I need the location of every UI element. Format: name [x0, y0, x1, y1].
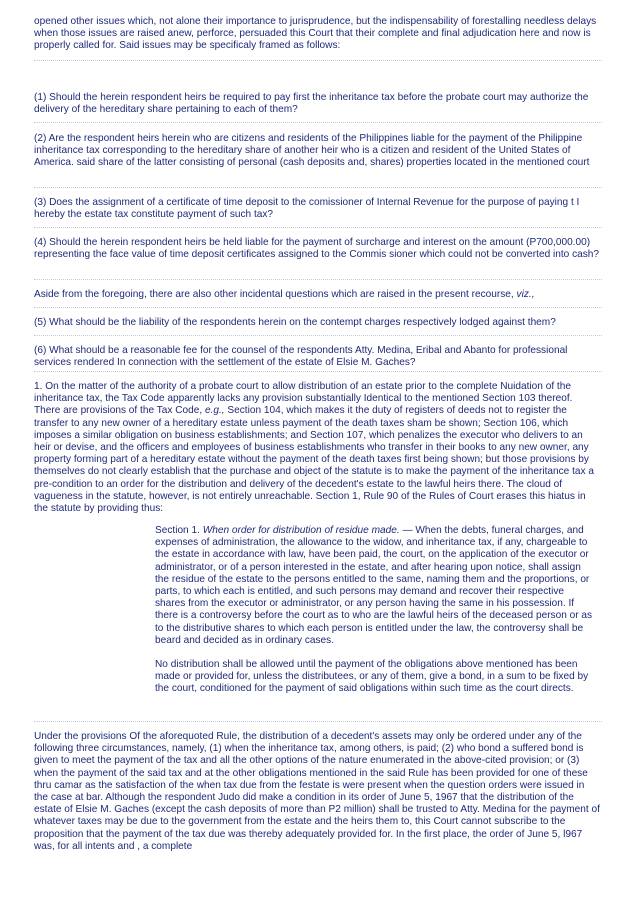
divider — [34, 721, 602, 722]
eg-italic: e.g., — [204, 405, 225, 417]
paragraph-question-4: (4) Should the herein respondent heirs be held liable for the payment of surcharge and interest on the amount (P700,000.00) representing the face value of time deposit certificates assigned to the Commis sioner which could not be converted into cash? — [34, 237, 599, 261]
divider — [34, 307, 602, 308]
quote-section-label: Section 1. — [155, 525, 200, 536]
discussion-1-lead: 1. On the matter of the authority of a probate court to allow distribution of an estate prior to the complete Nuidation of the inheritance tax, the Tax Code apparently lacks any provision substantially Identical to the mentioned Section 103 thereof. There are provisions of the Tax Code, — [34, 381, 573, 417]
paragraph-question-3: (3) Does the assignment of a certificate of time deposit to the comissioner of Internal Revenue for the purpose of paying t I hereby the estate tax constitute payment of such tax? — [34, 197, 580, 221]
discussion-1-rest: Section 104, which makes it the duty of registers of deeds not to register the transfer to any new owner of a hereditary estate unless payment of the death taxes sham be shown; Section 106, which imposes a similar obligation on business establishments; and Section 107, which penalizes the executor who delivers to an heir or devise, and the officers and employees of business establishments who transfer in their books to any new owner, any property forming part of a hereditary estate without the payment of the death taxes first being shown; but those provisions by themselves do not clearly establish that the purchase and object of the statute is to make the payment of the inheritance tax a pre-condition to an order for the distribution and delivery of the decedent's estate to the lawful heirs there. The cloud of vagueness in the statute, however, is not entirely unreachable. Section 1, Rule 90 of the Rules of Court erases this hiatus in the statute by providing thus: — [34, 405, 594, 515]
divider — [34, 279, 602, 280]
divider — [34, 335, 602, 336]
quoted-section-2: No distribution shall be allowed until the payment of the obligations above mentioned has been made or provided for, unless the distributees, or any of them, give a bond, in a sum to be fixed by the court, conditioned for the payment of said obligations within such time as the court directs. — [155, 659, 589, 695]
paragraph-aside — [34, 289, 600, 301]
paragraph-question-2: (2) Are the respondent heirs herein who are citizens and residents of the Philippines liable for the payment of the Philippine inheritance tax corresponding to the hereditary share of another heir who is a citizen and resident of the United States of America. said share of the latter consisting of personal (cash deposits and, shares) properties located in the mentioned court — [34, 133, 590, 169]
divider — [34, 122, 602, 123]
paragraph-discussion-2: Under the provisions Of the aforequoted Rule, the distribution of a decedent's assets may only be ordered under any of the following three circumstances, namely, (1) when the inheritance tax, among others, is paid; (2) who bond a suffered bond is given to meet the payment of the tax and all the other options of the nature enumerated in the above-cited provision; or (3) when the payment of the said tax and at the other obligations mentioned in the said Rule has been provided for one of these thru camar as the satisfaction of the when tax due from the festate is were present when the question orders were issued in the case at bar. Although the respondent Judo did make a condition in its order of June 5, 1967 that the distribution of the estate of Elsie M. Gaches (except the cash deposits of more than P2 million) shall be trusted to Atty. Medina for the payment of whatever taxes may be due to the government from the estate and the heirs them to, this Court cannot subscribe to the proposition that the payment of the tax due was thereby adequately provided for. In the first place, the order of June 5, l967 was, for all intents and , a complete — [34, 731, 600, 852]
quote-section-title: When order for distribution of residue made. — [202, 525, 400, 536]
divider — [34, 60, 602, 61]
viz-italic: viz., — [516, 289, 535, 300]
quote-section-body: — When the debts, funeral charges, and expenses of administration, the allowance to the widow, and inheritance tax, if any, chargeable to the estate in accordance with law, have been paid, the court, on the application of the executor or administrator, or of a person interested in the estate, and after hearing upon notice, shall assign the residue of the estate to the persons entitled to the same, naming them and the proportions, or parts, to which each is entitled, and such persons may demand and recover their respective shares from the executor or administrator, or any person having the same in his possession. If there is a controversy before the court as to who are the lawful heirs of the deceased person or as to the distributive shares to which each person is entitled under the law, the controversy shall be beard and decided as in ordinary cases. — [155, 525, 593, 646]
divider — [34, 187, 602, 188]
paragraph-question-1: (1) Should the herein respondent heirs be required to pay first the inheritance tax before the probate court may authorize the delivery of the hereditary share pertaining to each of them? — [34, 92, 589, 116]
quoted-section-1 — [155, 525, 593, 647]
paragraph-question-5: (5) What should be the liability of the respondents herein on the contempt charges respectively lodged against them? — [34, 317, 556, 328]
paragraph-discussion-1 — [34, 381, 600, 515]
paragraph-intro: opened other issues which, not alone their importance to jurisprudence, but the indispensability of forestalling needless delays when those issues are raised anew, perforce, persuaded this Court that their complete and final adjudication here and now is properly called for. Said issues may be specificaly framed as follows: — [34, 16, 597, 52]
divider — [34, 227, 602, 228]
paragraph-question-6: (6) What should be a reasonable fee for the counsel of the respondents Atty. Medina, Eribal and Abanto for professional services rendered In connection with the settlement of the estate of Elsie M. Gaches? — [34, 345, 568, 369]
divider — [34, 371, 602, 372]
aside-text: Aside from the foregoing, there are also other incidental questions which are raised in the present recourse, — [34, 289, 514, 300]
